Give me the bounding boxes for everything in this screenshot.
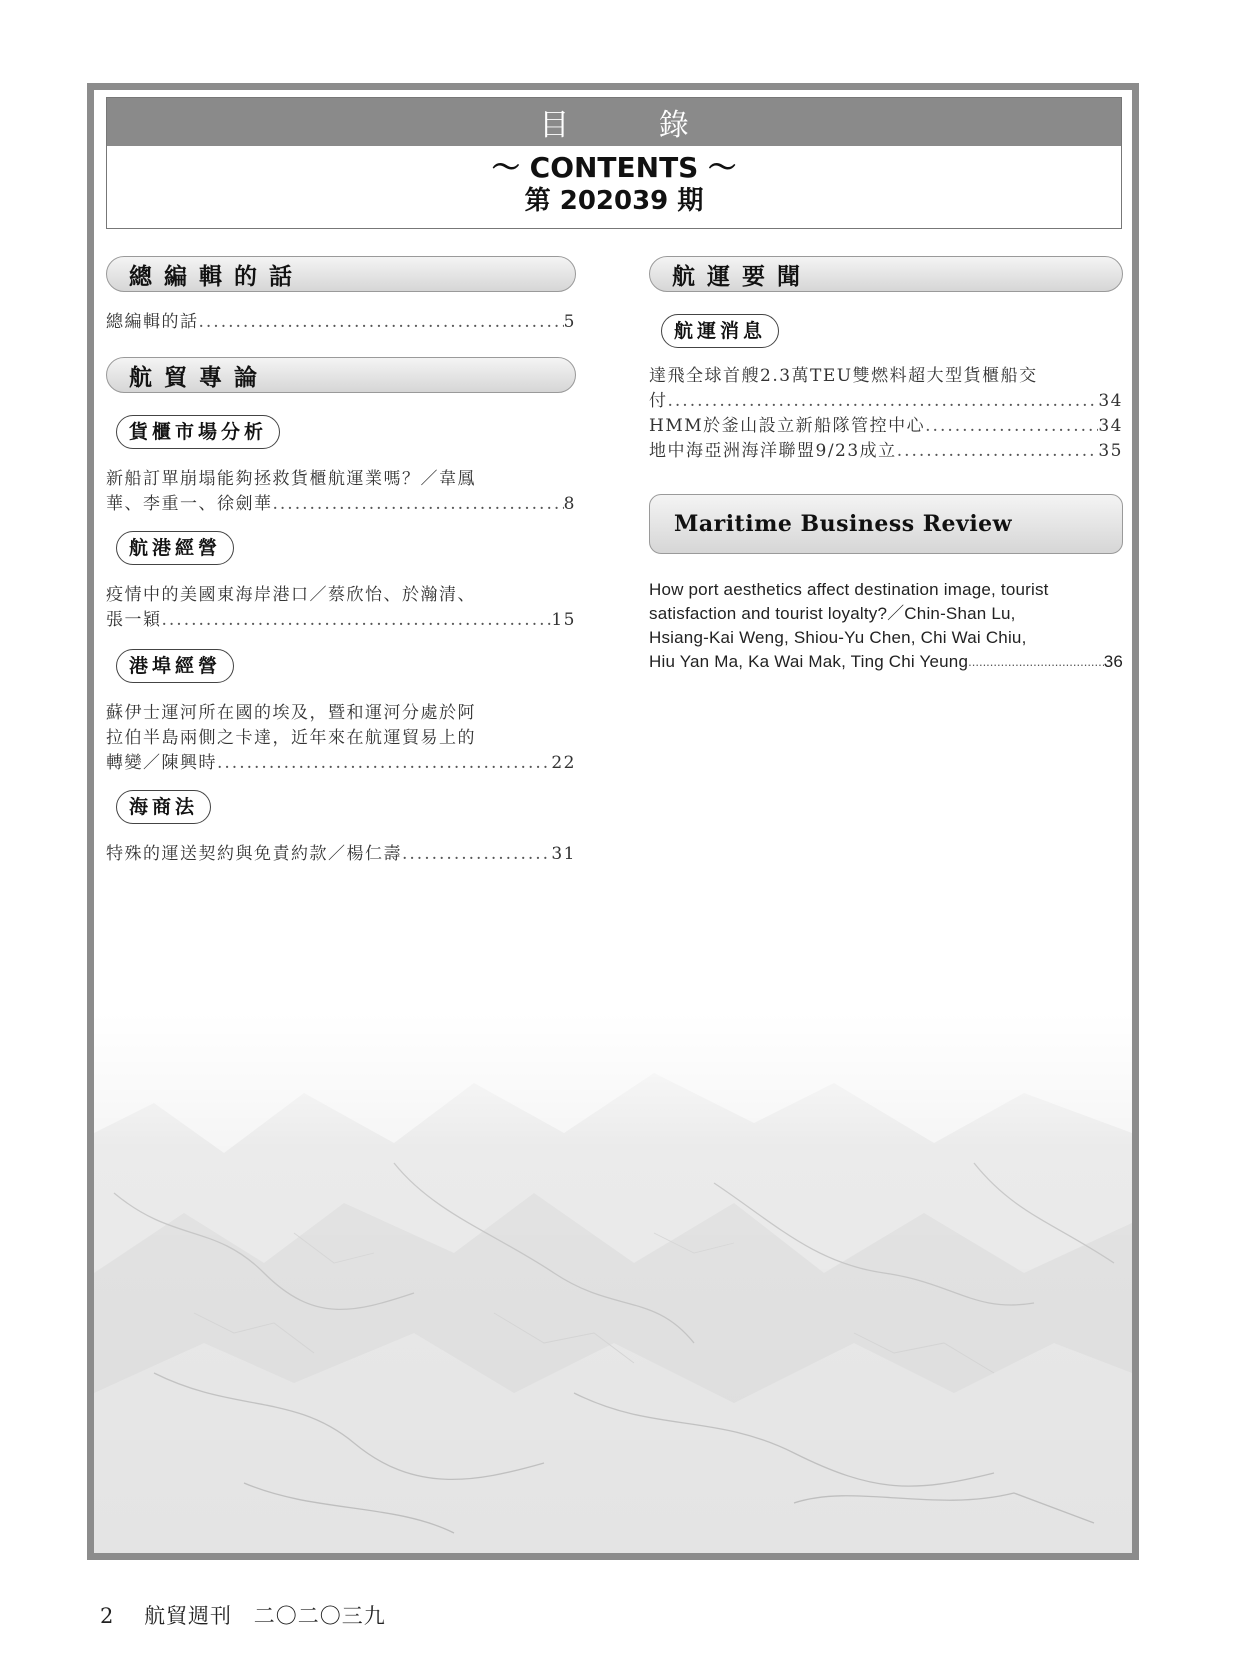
right-column [649, 256, 1123, 674]
category-maritime-law: 海商法 [116, 790, 211, 824]
section-mbr-heading: Maritime Business Review [649, 494, 1123, 554]
section-editor-heading: 總編輯的話 [106, 256, 576, 292]
publication-name: 航貿週刊 [144, 1604, 233, 1628]
toc-entry-med-asia[interactable]: 地中海亞洲海洋聯盟9/23成立 ..... 35 [649, 439, 1123, 464]
toc-entry-container[interactable]: 新船訂單崩塌能夠拯救貨櫃航運業嗎？／韋鳳 華、李重一、徐劍華 ..... 8 [106, 467, 576, 517]
toc-entry-hmm[interactable]: HMM於釜山設立新船隊管控中心 ..... 34 [649, 414, 1123, 439]
category-shipping-news: 航運消息 [661, 314, 779, 348]
toc-entry-harbor-ops[interactable]: 蘇伊士運河所在國的埃及，暨和運河分處於阿 拉伯半島兩側之卡達，近年來在航運貿易上的 轉變／陳興時 ..... 22 [106, 701, 576, 776]
page-frame [87, 83, 1139, 1560]
toc-entry-cma-cgm[interactable]: 達飛全球首艘2.3萬TEU雙燃料超大型貨櫃船交 付 ..... 34 [649, 364, 1123, 414]
page-number: 2 [100, 1604, 115, 1628]
toc-entry-editor[interactable]: 總編輯的話 ..... 5 [106, 310, 576, 335]
marble-background [94, 1013, 1132, 1553]
contents-subtitle: ～ CONTENTS ～ [491, 151, 737, 184]
toc-entry-maritime-law[interactable]: 特殊的運送契約與免責約款／楊仁壽 ..... 31 [106, 842, 576, 867]
category-harbor-operation: 港埠經營 [116, 649, 234, 683]
section-news-heading: 航運要聞 [649, 256, 1123, 292]
toc-entry-port-aesthetics[interactable]: How port aesthetics affect destination image, tourist satisfaction and tourist loyalty?／Chin-Shan Lu, Hsiang-Kai Weng, Shiou-Yu Chen, Chi Wai Chiu, Hiu Yan Ma, Ka Wai Mak, Ting Chi Yeung ..... 36 [649, 578, 1123, 674]
contents-header [106, 97, 1122, 229]
toc-entry-port-ops[interactable]: 疫情中的美國東海岸港口／蔡欣怡、於瀚清、 張一穎 ..... 15 [106, 583, 576, 633]
footer-issue: 二〇二〇三九 [253, 1604, 386, 1628]
category-container-market: 貨櫃市場分析 [116, 415, 280, 449]
left-column [106, 256, 576, 867]
issue-number: 第 202039 期 [524, 186, 704, 216]
section-commentary-heading: 航貿專論 [106, 357, 576, 393]
page-footer [100, 1600, 386, 1630]
category-port-operation: 航港經營 [116, 531, 234, 565]
contents-title: 目 錄 [107, 98, 1121, 146]
